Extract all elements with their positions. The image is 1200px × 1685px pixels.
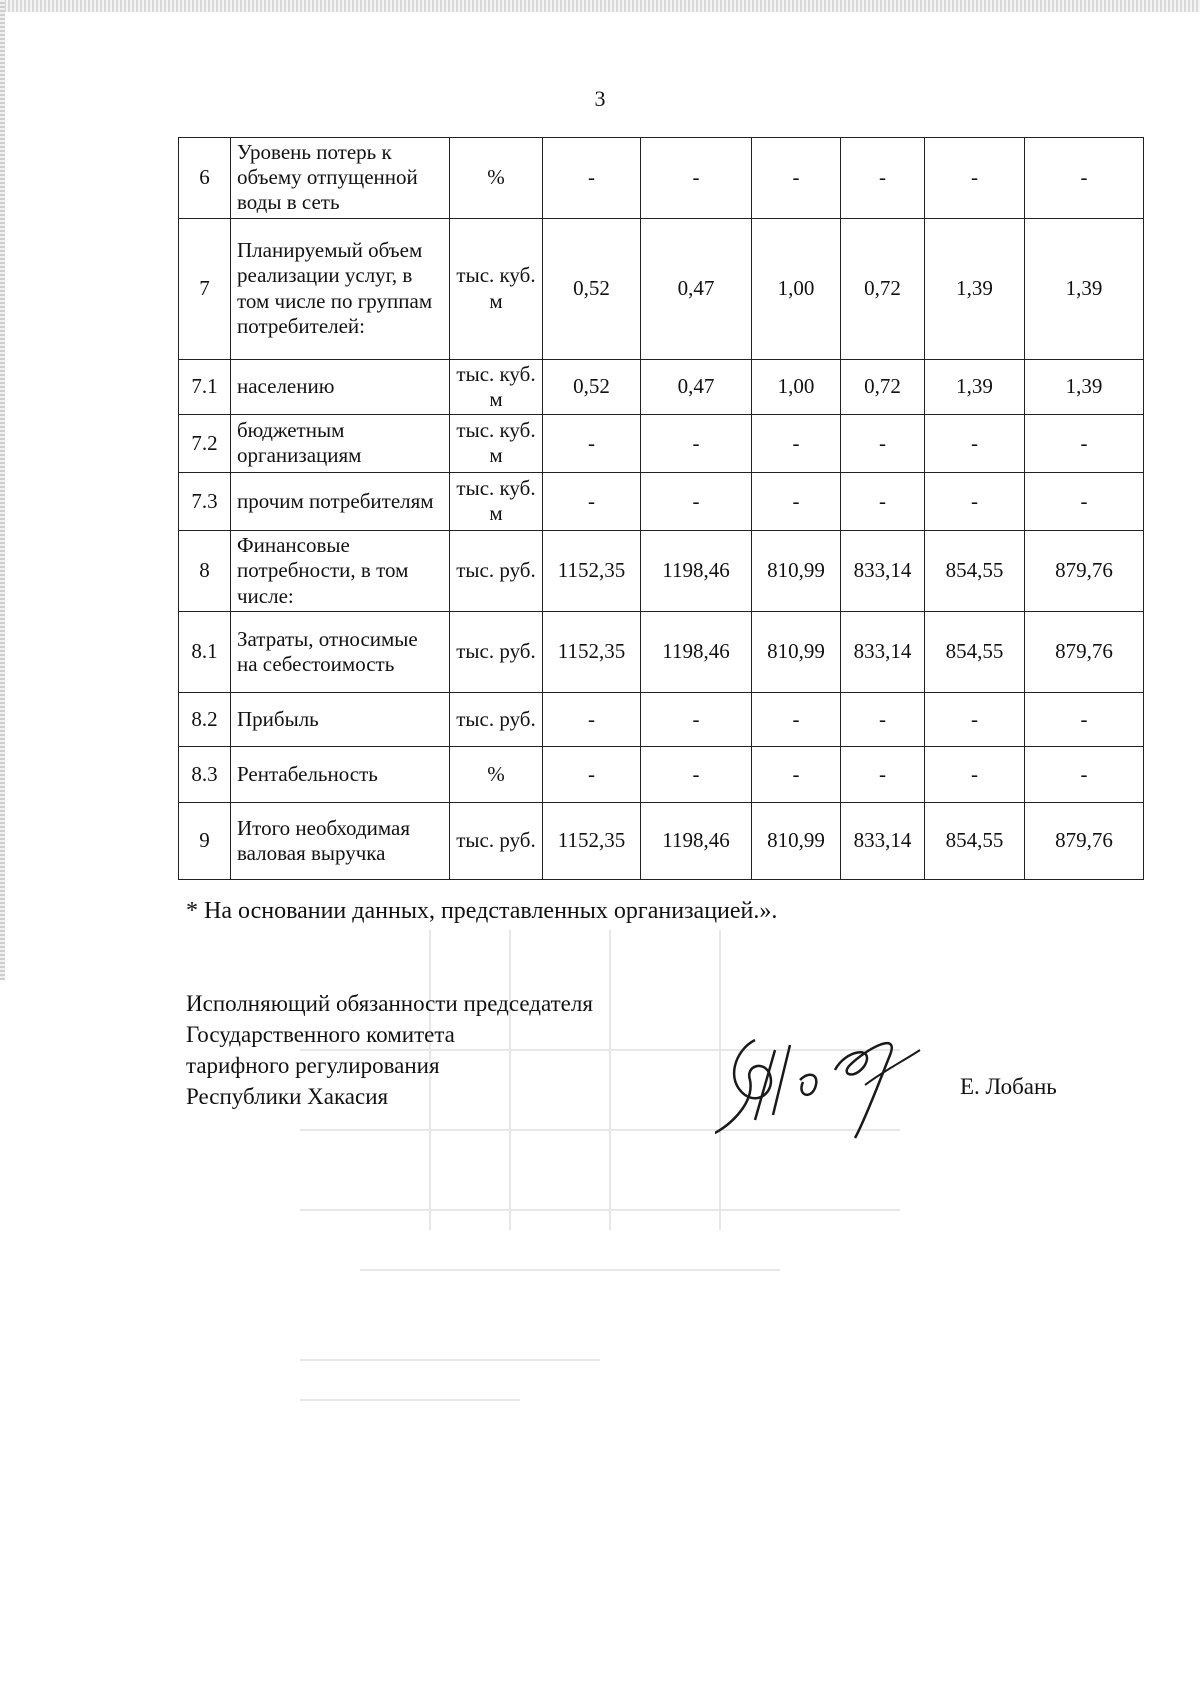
row-value: - [925, 414, 1025, 472]
row-value: - [543, 746, 641, 802]
row-value: - [752, 414, 841, 472]
signatory-line: Республики Хакасия [186, 1084, 389, 1109]
bleed-through [300, 930, 1000, 1490]
tariff-table [178, 137, 1144, 880]
row-name: Финансовые потребности, в том числе: [231, 530, 450, 611]
row-value: 1,39 [925, 359, 1025, 414]
row-value: 879,76 [1025, 530, 1144, 611]
footnote: * На основании данных, представленных организацией.». [186, 898, 778, 924]
row-name: Рентабельность [231, 746, 450, 802]
row-value: - [543, 692, 641, 746]
row-value: 879,76 [1025, 611, 1144, 692]
row-number: 8 [179, 530, 231, 611]
row-number: 8.3 [179, 746, 231, 802]
row-value: - [641, 692, 752, 746]
row-value: - [841, 414, 925, 472]
signatory-line: тарифного регулирования [186, 1053, 440, 1078]
row-value: 0,72 [841, 218, 925, 359]
scan-edge [0, 0, 5, 980]
row-value: - [752, 692, 841, 746]
signatory-line: Государственного комитета [186, 1022, 455, 1047]
row-value: - [925, 746, 1025, 802]
row-unit: % [450, 138, 543, 219]
row-value: 854,55 [925, 802, 1025, 879]
row-value: - [1025, 414, 1144, 472]
row-value: 810,99 [752, 530, 841, 611]
row-value: - [841, 138, 925, 219]
row-value: 833,14 [841, 530, 925, 611]
row-number: 6 [179, 138, 231, 219]
table-row [179, 746, 1144, 802]
table-row [179, 472, 1144, 530]
row-value: - [1025, 746, 1144, 802]
row-value: 833,14 [841, 802, 925, 879]
row-value: - [841, 472, 925, 530]
row-value: - [543, 472, 641, 530]
row-value: - [1025, 138, 1144, 219]
row-name: Затраты, относимые на себестоимость [231, 611, 450, 692]
page-number: 3 [594, 86, 606, 111]
row-number: 7.1 [179, 359, 231, 414]
row-value: - [1025, 472, 1144, 530]
row-number: 7 [179, 218, 231, 359]
table-row [179, 692, 1144, 746]
row-name: Уровень потерь к объему отпущенной воды в сеть [231, 138, 450, 219]
row-number: 8.2 [179, 692, 231, 746]
table-row [179, 530, 1144, 611]
row-name: Планируемый объем реализации услуг, в том числе по группам потребителей: [231, 218, 450, 359]
row-value: 1198,46 [641, 802, 752, 879]
row-value: 0,47 [641, 359, 752, 414]
table-row [179, 138, 1144, 219]
signatory-name: Е. Лобань [960, 1074, 1057, 1099]
row-unit: тыс. руб. [450, 802, 543, 879]
scan-edge [0, 0, 1200, 12]
row-value: - [841, 746, 925, 802]
row-value: - [641, 472, 752, 530]
row-value: - [752, 472, 841, 530]
row-value: 1,39 [925, 218, 1025, 359]
row-value: 1152,35 [543, 802, 641, 879]
row-value: 0,47 [641, 218, 752, 359]
row-value: - [925, 692, 1025, 746]
row-unit: тыс. куб. м [450, 472, 543, 530]
row-value: 854,55 [925, 611, 1025, 692]
row-value: - [641, 414, 752, 472]
row-value: - [841, 692, 925, 746]
table-row [179, 218, 1144, 359]
row-name: Итого необходимая валовая выручка [231, 802, 450, 879]
row-unit: тыс. куб. м [450, 218, 543, 359]
row-name: бюджетным организациям [231, 414, 450, 472]
row-number: 7.2 [179, 414, 231, 472]
row-value: - [1025, 692, 1144, 746]
row-value: - [641, 746, 752, 802]
row-value: 833,14 [841, 611, 925, 692]
row-unit: тыс. руб. [450, 530, 543, 611]
row-unit: тыс. руб. [450, 692, 543, 746]
row-unit: тыс. куб. м [450, 414, 543, 472]
row-value: - [752, 138, 841, 219]
row-value: 1198,46 [641, 530, 752, 611]
row-value: 1152,35 [543, 611, 641, 692]
row-value: 1,39 [1025, 218, 1144, 359]
row-value: 1,00 [752, 218, 841, 359]
table-row [179, 414, 1144, 472]
row-value: 1198,46 [641, 611, 752, 692]
row-name: Прибыль [231, 692, 450, 746]
row-number: 9 [179, 802, 231, 879]
row-unit: тыс. куб. м [450, 359, 543, 414]
table-row [179, 802, 1144, 879]
row-name: прочим потребителям [231, 472, 450, 530]
row-value: - [543, 414, 641, 472]
row-value: 854,55 [925, 530, 1025, 611]
row-name: населению [231, 359, 450, 414]
row-value: - [925, 472, 1025, 530]
table-row [179, 359, 1144, 414]
row-number: 8.1 [179, 611, 231, 692]
row-value: 1,39 [1025, 359, 1144, 414]
row-value: 1,00 [752, 359, 841, 414]
row-value: 0,72 [841, 359, 925, 414]
signatory-line: Исполняющий обязанности председателя [186, 991, 593, 1016]
table-row [179, 611, 1144, 692]
row-unit: тыс. руб. [450, 611, 543, 692]
row-number: 7.3 [179, 472, 231, 530]
row-value: 0,52 [543, 359, 641, 414]
row-value: 810,99 [752, 802, 841, 879]
row-value: 0,52 [543, 218, 641, 359]
row-value: - [641, 138, 752, 219]
row-value: 879,76 [1025, 802, 1144, 879]
row-unit: % [450, 746, 543, 802]
row-value: 810,99 [752, 611, 841, 692]
row-value: 1152,35 [543, 530, 641, 611]
row-value: - [543, 138, 641, 219]
row-value: - [925, 138, 1025, 219]
row-value: - [752, 746, 841, 802]
